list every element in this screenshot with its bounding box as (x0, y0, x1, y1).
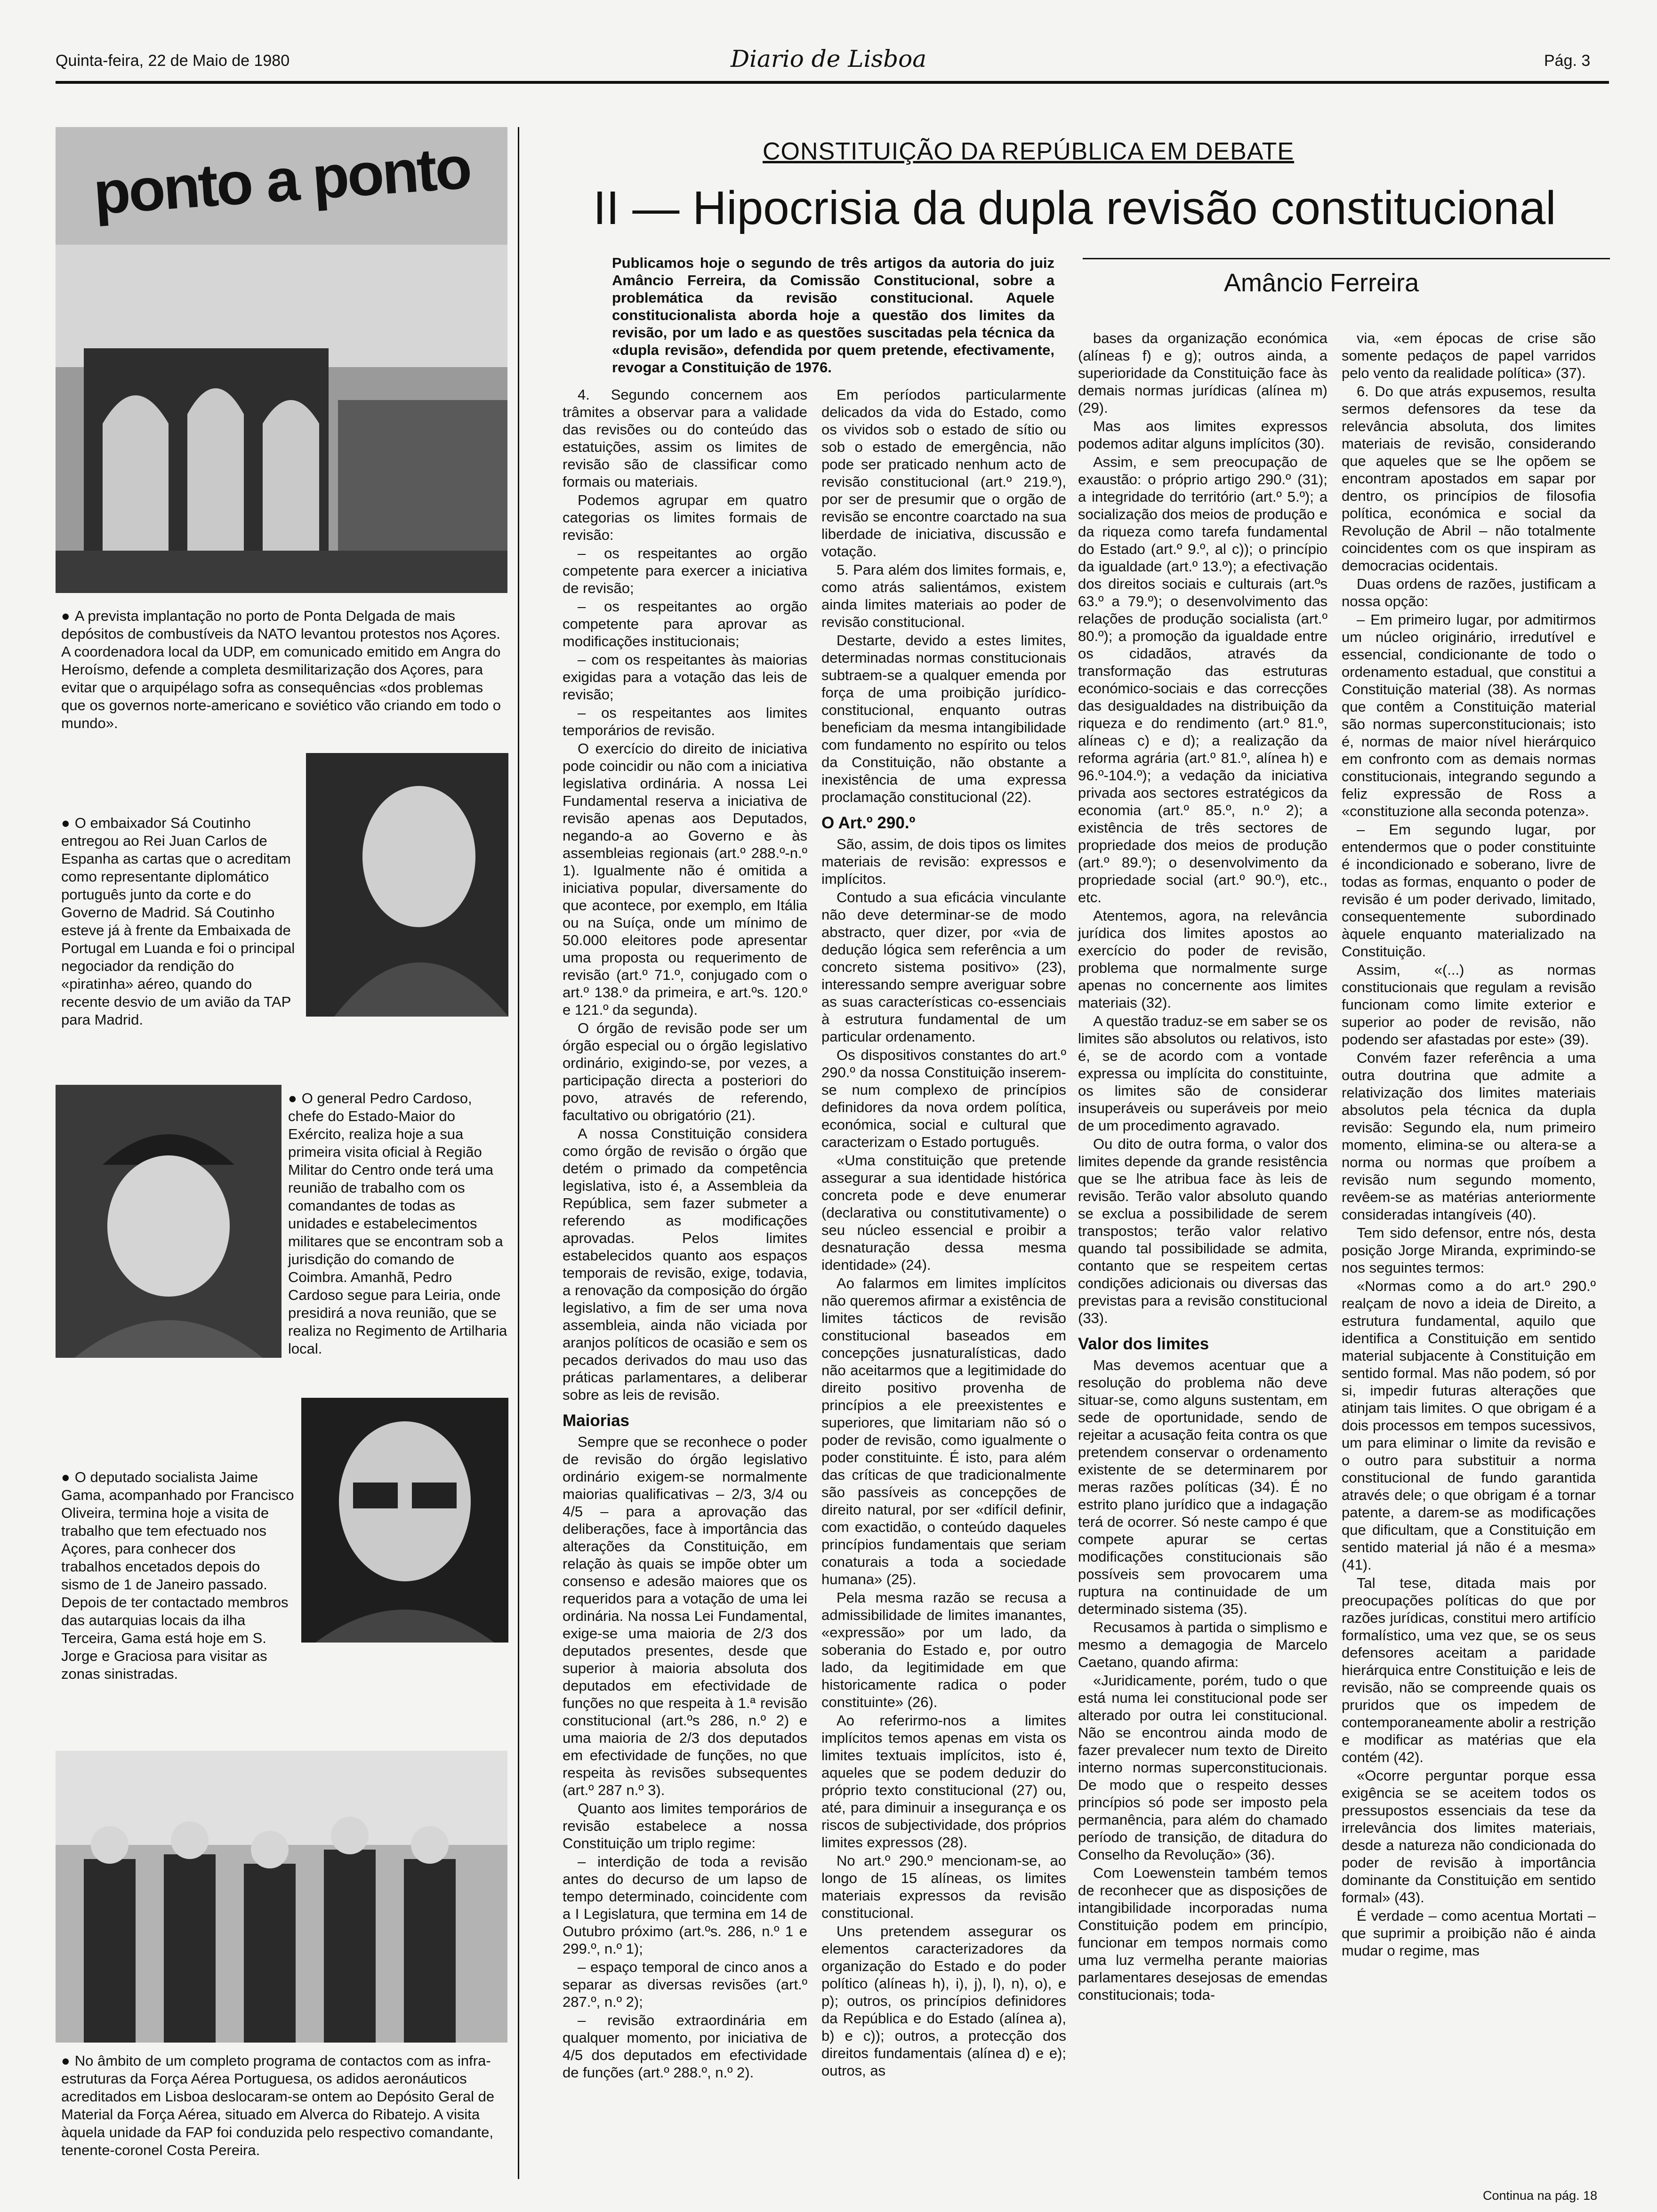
paragraph: O exercício do direito de iniciativa pode coincidir ou não com a iniciativa legislativa ordinária. A nossa Lei Fundamental reserva a iniciativa de revisão apenas aos Deputados, negando-a ao Governo e às assembleias regionais (art.º 288.º-n.º 1). Igualmente não é omitida a iniciativa popular, diversamente do que acontece, por exemplo, em Itália ou na Suíça, onde um mínimo de 50.000 eleitores pode apresentar uma proposta ou requerimento de revisão (art.º 71.º, conjugado com o art.º 138.º da primeira, e art.ºs. 120.º e 121.º da segunda). (563, 740, 807, 1018)
paragraph: – com os respeitantes às maiorias exigidas para a votação das leis de revisão; (563, 651, 807, 703)
paragraph: Os dispositivos constantes do art.º 290.º da nossa Constituição inserem-se num complexo de princípios definidores da nova ordem política, económica, social e cultural que caracterizam o Estado português. (821, 1047, 1066, 1150)
subheading-maiorias: Maiorias (563, 1411, 629, 1430)
paragraph: 6. Do que atrás expusemos, resulta sermos defensores da tese da relevância absoluta, dos limites materiais de revisão, considerando que aqueles que se lhe opõem se encontram apostados em sapar por dentro, os princípios de filosofia política, económica e social da Revolução de Abril – não totalmente coincidentes com os que inspiram as democracias ocidentais. (1342, 383, 1596, 574)
photo-ponta-delgada (56, 245, 507, 593)
paragraph: – os respeitantes ao orgão competente para exercer a iniciativa de revisão; (563, 545, 807, 596)
masthead: Diario de Lisboa (730, 45, 927, 72)
paragraph: Quanto aos limites temporários de revisão estabelece a nossa Constituição um triplo regime: (563, 1800, 807, 1851)
paragraph: Com Loewenstein também temos de reconhecer que as disposições de intangibilidade incorporadas numa Constituição podem em princípio, funcionar em tempos normais como uma luz vermelha perante maiorias parlamentares desejosas de emendas constitucionais; toda- (1078, 1865, 1327, 2003)
page-number: Pág. 3 (1544, 52, 1591, 70)
paragraph: Atentemos, agora, na relevância jurídica dos limites apostos ao exercício do poder de revisão, problema que normalmente surge apenas no concernente aos limites materiais (32). (1078, 907, 1327, 1011)
article-author: Amâncio Ferreira (1224, 269, 1419, 297)
paragraph: A nossa Constituição considera como órgão de revisão o órgão que detém o primado da competência legislativa, isto é, a Assembleia da República, sem fazer submeter a referendo as modificações aprovadas. Pelos limites estabelecidos quanto aos espaços temporais de revisão, exige, todavia, a renovação da composição do órgão legislativo, a fim de ser uma nova assembleia, ainda não viciada por aranjos políticos de ocasião e sem os pecados derivados do mau uso das práticas parlamentares, a deliberar sobre as leis de revisão. (563, 1125, 807, 1403)
caption-forca-aerea (61, 2052, 504, 2159)
paragraph: Assim, «(...) as normas constitucionais que regulam a revisão funcionam como limite exterior e superior ao poder de revisão, não podendo ser afastadas por este» (39). (1342, 962, 1596, 1048)
photo-forca-aerea (56, 1751, 507, 2043)
paragraph: bases da organização económica (alíneas f) e g); outros ainda, a superioridade da Constituição face às demais normas jurídicas (alínea m) (29). (1078, 330, 1327, 416)
sidebar-divider (518, 127, 519, 2179)
paragraph: – Em segundo lugar, por entendermos que o poder constituinte é incondicionado e soberano, livre de todas as formas, enquanto o poder de revisão é um poder derivado, limitado, consequentemente subordinado àquele enquanto materializado na Constituição. (1342, 821, 1596, 960)
paragraph: Recusamos à partida o simplismo e mesmo a demagogia de Marcelo Caetano, quando afirma: (1078, 1619, 1327, 1670)
author-rule (1083, 258, 1610, 259)
header-date: Quinta-feira, 22 de Maio de 1980 (56, 52, 290, 70)
article-title: II — Hipocrisia da dupla revisão constitucional (593, 182, 1556, 234)
paragraph: No art.º 290.º mencionam-se, ao longo de 15 alíneas, os limites materiais expressos da revisão constitucional. (821, 1852, 1066, 1921)
paragraph: 4. Segundo concernem aos trâmites a observar para a validade das revisões ou do conteúdo das estatuições, assim os limites de revisão são de classificar como formais ou materiais. (563, 386, 807, 490)
paragraph: «Uma constituição que pretende assegurar a sua identidade histórica concreta pode e deve enumerar (declarativa ou constitutivamente) o seu núcleo essencial e proibir a desnaturação dessa mesma identidade» (24). (821, 1152, 1066, 1273)
caption-text-3: ● O general Pedro Cardoso, chefe do Estado-Maior do Exército, realiza hoje a sua primeira visita oficial à Região Militar do Centro onde terá uma reunião de trabalho com os comandantes de todas as unidades e estabelecimentos militares que se encontram sob a jurisdição do comando de Coimbra. Amanhã, Pedro Cardoso segue para Leiria, onde presidirá a nova reunião, que se realiza no Regimento de Artilharia local. (288, 1090, 507, 1357)
paragraph: «Juridicamente, porém, tudo o que está numa lei constitucional pode ser alterado por outra lei constitucional. Não se encontrou ainda modo de fazer prevalecer num texto de Direito interno normas superconstitucionais. De modo que o respeito desses princípios só pode ser imposto pela permanência, para além do chamado período de transição, de ditadura do Conselho da Revolução» (36). (1078, 1672, 1327, 1863)
paragraph: via, «em épocas de crise são somente pedaços de papel varridos pelo vento da realidade política» (37). (1342, 330, 1596, 381)
paragraph: Podemos agrupar em quatro categorias os limites formais de revisão: (563, 492, 807, 543)
subheading-valor-dos-limites: Valor dos limites (1078, 1335, 1209, 1353)
paragraph: Destarte, devido a estes limites, determinadas normas constitucionais subtraem-se a qualquer emenda por força de uma proibição jurídico-constitucional, enquanto outras beneficiam da mesma intangibilidade com fundamento no espírito ou telos da Constituição, não obstante a inexistência de uma expressa proclamação constitucional (22). (821, 632, 1066, 805)
paragraph: É verdade – como acentua Mortati – que suprimir a proibição não é ainda mudar o regime, mas (1342, 1907, 1596, 1959)
subheading-art-290: O Art.º 290.º (821, 814, 916, 832)
paragraph: Mas devemos acentuar que a resolução do problema não deve situar-se, como alguns sustentam, em sede de oportunidade, sendo de rejeitar a acusação feita contra os que pretendem conservar o ordenamento existente de se determinarem por meras razões políticas (34). É no estrito plano jurídico que a indagação terá de ocorrer. Só neste campo é que compete apurar se certas modificações constitucionais são possíveis sem provocarem uma ruptura na continuidade de um determinado sistema (35). (1078, 1357, 1327, 1617)
paragraph: Assim, e sem preocupação de exaustão: o próprio artigo 290.º (31); a integridade do território (art.º 5.º); a socialização dos meios de produção e da riqueza como tarefa fundamental do Estado (art.º 9.º, al c)); o princípio da igualdade (art.º 13.º); a efectivação dos direitos sociais e culturais (art.ºs 63.º a 79.º); o desenvolvimento das relações de produção socialista (art.º 80.º); a promoção da igualdade entre os cidadãos, através da transformação das estruturas económico-sociais e das correcções das desigualdades na distribuição da riqueza e do rendimento (art.º 81.º, alíneas c) e d); a realização da reforma agrária (art.º 81.º, alínea h) e 96.º-104.º); a vedação da iniciativa privada aos sectores estratégicos da economia (art.º 85.º, n.º 2); a existência de três sectores de propriedade dos meios de produção (art.º 89.º); o desenvolvimento da propriedade social (art.º 90.º), etc., etc. (1078, 454, 1327, 906)
sidebar-title: ponto a ponto (91, 134, 473, 227)
paragraph: Ao referirmo-nos a limites implícitos temos apenas em vista os limites textuais implícitos, isto é, aqueles que se podem deduzir do próprio texto constitucional (27) ou, até, para diminuir a insegurança e os riscos de subjectividade, dos próprios limites expressos (28). (821, 1712, 1066, 1851)
paragraph: O órgão de revisão pode ser um órgão especial ou o órgão legislativo ordinário, exigindo-se, por vezes, a participação directa a posteriori do povo, através de referendo, facultativo ou obrigatório (21). (563, 1020, 807, 1123)
caption-jaime-gama (61, 1468, 297, 1683)
caption-text-1: ● A prevista implantação no porto de Ponta Delgada de mais depósitos de combustíveis da NATO levantou protestos nos Açores. A coordenadora local da UDP, em comunicado emitido em Angra do Heroísmo, defende a completa desmilitarização dos Açores, para evitar que o arquipélago sofra as consequências «dos problemas que os governos norte-americano e soviético vão criando em todo o mundo». (61, 608, 501, 731)
article-column-4 (1342, 329, 1596, 1960)
paragraph: Contudo a sua eficácia vinculante não deve determinar-se de modo abstracto, quer dizer, por «via de dedução lógica sem referência a um concreto sistema positivo» (23), interessando sempre averiguar sobre as suas características co-essenciais à estrutura fundamental de um particular ordenamento. (821, 889, 1066, 1045)
paragraph: Duas ordens de razões, justificam a nossa opção: (1342, 576, 1596, 609)
paragraph: Sempre que se reconhece o poder de revisão do órgão legislativo ordinário exigem-se normalmente maiorias qualificativas – 2/3, 3/4 ou 4/5 – para a aprovação das deliberações, face à importância das alterações da Constituição, em relação às quais se impõe obter um consenso e adesão maiores que os requeridos para a votação de uma lei ordinária. Na nossa Lei Fundamental, exige-se uma maioria de 2/3 dos deputados presentes, desde que superior à maioria absoluta dos deputados em efectividade de funções no que respeita à 1.ª revisão constitucional (art.ºs 286, n.º 2) e uma maioria de 2/3 dos deputados em efectividade de funções, no que respeita às revisões subsequentes (art.º 287 n.º 3). (563, 1434, 807, 1798)
caption-ponta-delgada (61, 607, 504, 732)
photo-jaime-gama (301, 1398, 508, 1643)
caption-text-4: ● O deputado socialista Jaime Gama, acompanhado por Francisco Oliveira, termina hoje a visita de trabalho que tem efectuado nos Açores, para conhecer dos trabalhos encetados depois do sismo de 1 de Janeiro passado. Depois de ter contactado membros das autarquias locais da ilha Terceira, Gama está hoje em S. Jorge e Graciosa para visitar as zonas sinistradas. (61, 1469, 294, 1682)
paragraph: São, assim, de dois tipos os limites materiais de revisão: expressos e implícitos. (821, 836, 1066, 887)
paragraph: Ao falarmos em limites implícitos não queremos afirmar a existência de limites tácticos de revisão constitucional baseados em concepções jusnaturalísticas, dado não aceitarmos que a legitimidade do direito positivo provenha de princípios a ele preexistentes e superiores, que limitariam não só o poder de revisão, como igualmente o poder constituinte. É isto, para além das críticas de que tradicionalmente são passíveis as concepções de direito natural, por ser «difícil definir, com exactidão, o conteúdo daqueles princípios fundamentais que seriam conaturais a toda a sociedade humana» (25). (821, 1275, 1066, 1587)
paragraph: «Ocorre perguntar porque essa exigência se se aceitem todos os pressupostos essenciais da tese da irrelevância dos limites materiais, desde a natureza não condicionada do poder de revisão à importância dominante da Constituição em sentido formal» (43). (1342, 1767, 1596, 1906)
paragraph: Convém fazer referência a uma outra doutrina que admite a relativização dos limites materiais absolutos pela técnica da dupla revisão: Segundo ela, num primeiro momento, elimina-se ou altera-se a norma ou normas que proíbem a revisão num segundo momento, revêem-se as matérias anteriormente consideradas intangíveis (40). (1342, 1050, 1596, 1223)
caption-text-2: ● O embaixador Sá Coutinho entregou ao Rei Juan Carlos de Espanha as cartas que o acreditam como representante diplomático português junto da corte e do Governo de Madrid. Sá Coutinho esteve já à frente da Embaixada de Portugal em Luanda e foi o principal negociador da rendição do «piratinha» aéreo, quando do recente desvio de um avião da TAP para Madrid. (61, 815, 295, 1028)
paragraph: Em períodos particularmente delicados da vida do Estado, como os vividos sob o estado de sítio ou sob o estado de emergência, não pode ser praticado nenhum acto de revisão constitucional (art.º 219.º), por ser de presumir que o orgão de revisão se encontre coarctado na sua liberdade de iniciativa, discussão e votação. (821, 386, 1066, 560)
paragraph: – espaço temporal de cinco anos a separar as diversas revisões (art.º 287.º, n.º 2); (563, 1959, 807, 2010)
caption-pedro-cardoso (288, 1090, 509, 1358)
paragraph: – revisão extraordinária em qualquer momento, por iniciativa de 4/5 dos deputados em efectividade de funções (art.º 288.º, n.º 2). (563, 2012, 807, 2081)
paragraph: – os respeitantes aos limites temporários de revisão. (563, 705, 807, 738)
paragraph: «Normas como a do art.º 290.º realçam de novo a ideia de Direito, a estrutura fundamental, aquilo que identifica a Constituição em sentido material subjacente à Constituição em sentido formal. Mas não podem, só por si, impedir futuras alterações que atinjam tais limites. O que obrigam é a dois processos em tempos sucessivos, um para eliminar o limite da revisão e o outro para substituir a norma constitucional de fundo garantida através dele; o que obrigam é a tornar patente, a darem-se as modificações que dificultam, que a Constituição em sentido material já não é a mesma» (41). (1342, 1278, 1596, 1573)
paragraph: Tal tese, ditada mais por preocupações políticas do que por razões jurídicas, constitui mero artifício formalístico, uma vez que, se os seus defensores aceitam a paridade hierárquica entre Constituição e leis de revisão, não se compreende quais os pruridos que os impedem de contemporaneamente abolir a restrição e modificar as matérias que ela contém (42). (1342, 1575, 1596, 1765)
paragraph: – os respeitantes ao orgão competente para aprovar as modificações institucionais; (563, 598, 807, 649)
photo-sa-coutinho (306, 753, 508, 1017)
header-rule (56, 81, 1609, 84)
paragraph: Tem sido defensor, entre nós, desta posição Jorge Miranda, exprimindo-se nos seguintes termos: (1342, 1225, 1596, 1276)
article-column-1 (563, 386, 807, 2082)
paragraph: 5. Para além dos limites formais, e, como atrás salientámos, existem ainda limites materiais ao poder de revisão constitucional. (821, 561, 1066, 630)
caption-sa-coutinho (61, 814, 301, 1029)
paragraph: Ou dito de outra forma, o valor dos limites depende da grande resistência que se lhe atribua face às leis de revisão. Terão valor absoluto quando se exclua a possibilidade de serem transpostos; terão valor relativo quando tal possibilidade se admita, contanto que se respeitem certas condições adicionais ou diversas das previstas para a revisão constitucional (33). (1078, 1136, 1327, 1326)
continued-note: Continua na pág. 18 (1483, 2188, 1598, 2203)
photo-pedro-cardoso (56, 1085, 282, 1358)
caption-text-5: ● No âmbito de um completo programa de contactos com as infra-estruturas da Força Aérea Portuguesa, os adidos aeronáuticos acreditados em Lisboa deslocaram-se ontem ao Depósito Geral de Material da Força Aérea, situado em Alverca do Ribatejo. A visita àquela unidade da FAP foi conduzida pelo respectivo comandante, tenente-coronel Costa Pereira. (61, 2052, 494, 2158)
article-kicker: CONSTITUIÇÃO DA REPÚBLICA EM DEBATE (763, 138, 1295, 165)
article-column-2 (821, 386, 1066, 2080)
paragraph: A questão traduz-se em saber se os limites são absolutos ou relativos, isto é, se de acordo com a vontade expressa ou implícita do constituinte, os limites são de considerar insuperáveis ou superáveis por meio de um procedimento agravado. (1078, 1013, 1327, 1134)
sidebar-title-box (56, 127, 507, 245)
paragraph: – interdição de toda a revisão antes do decurso de um lapso de tempo determinado, coincidente com a I Legislatura, que termina em 14 de Outubro próximo (art.ºs. 286, n.º 1 e 299.º, n.º 1); (563, 1853, 807, 1957)
article-column-3 (1078, 329, 1327, 2004)
article-lead: Publicamos hoje o segundo de três artigos da autoria do juiz Amâncio Ferreira, da Comissão Constitucional, sobre a problemática da revisão constitucional. Aquele constitucionalista aborda hoje a questão dos limites da revisão, por um lado e as questões suscitadas pela técnica da «dupla revisão», defendida por quem pretende, efectivamente, revogar a Constituição de 1976. (612, 255, 1054, 376)
paragraph: Uns pretendem assegurar os elementos caracterizadores da organização do Estado e do poder político (alíneas h), i), j), l), n), o), e p); outros, os princípios definidores da República e do Estado (alínea a), b) e c)); outros, a protecção dos direitos fundamentais (alínea d) e e); outros, as (821, 1923, 1066, 2079)
paragraph: Pela mesma razão se recusa a admissibilidade de limites imanantes, «expressão» por um lado, da soberania do Estado e, por outro lado, da legitimidade em que historicamente radica o poder constituinte» (26). (821, 1589, 1066, 1710)
paragraph: Mas aos limites expressos podemos aditar alguns implícitos (30). (1078, 418, 1327, 452)
paragraph: – Em primeiro lugar, por admitirmos um núcleo originário, irredutível e essencial, condicionante de todo o ordenamento estadual, que constitui a Constituição material (38). As normas que contêm a Constituição material são normas superconstitucionais; isto é, normas de maior nível hierárquico em confronto com as demais normas constitucionais, integrando segundo a feliz expressão de Ross a «constituzione alla seconda potenza». (1342, 611, 1596, 819)
